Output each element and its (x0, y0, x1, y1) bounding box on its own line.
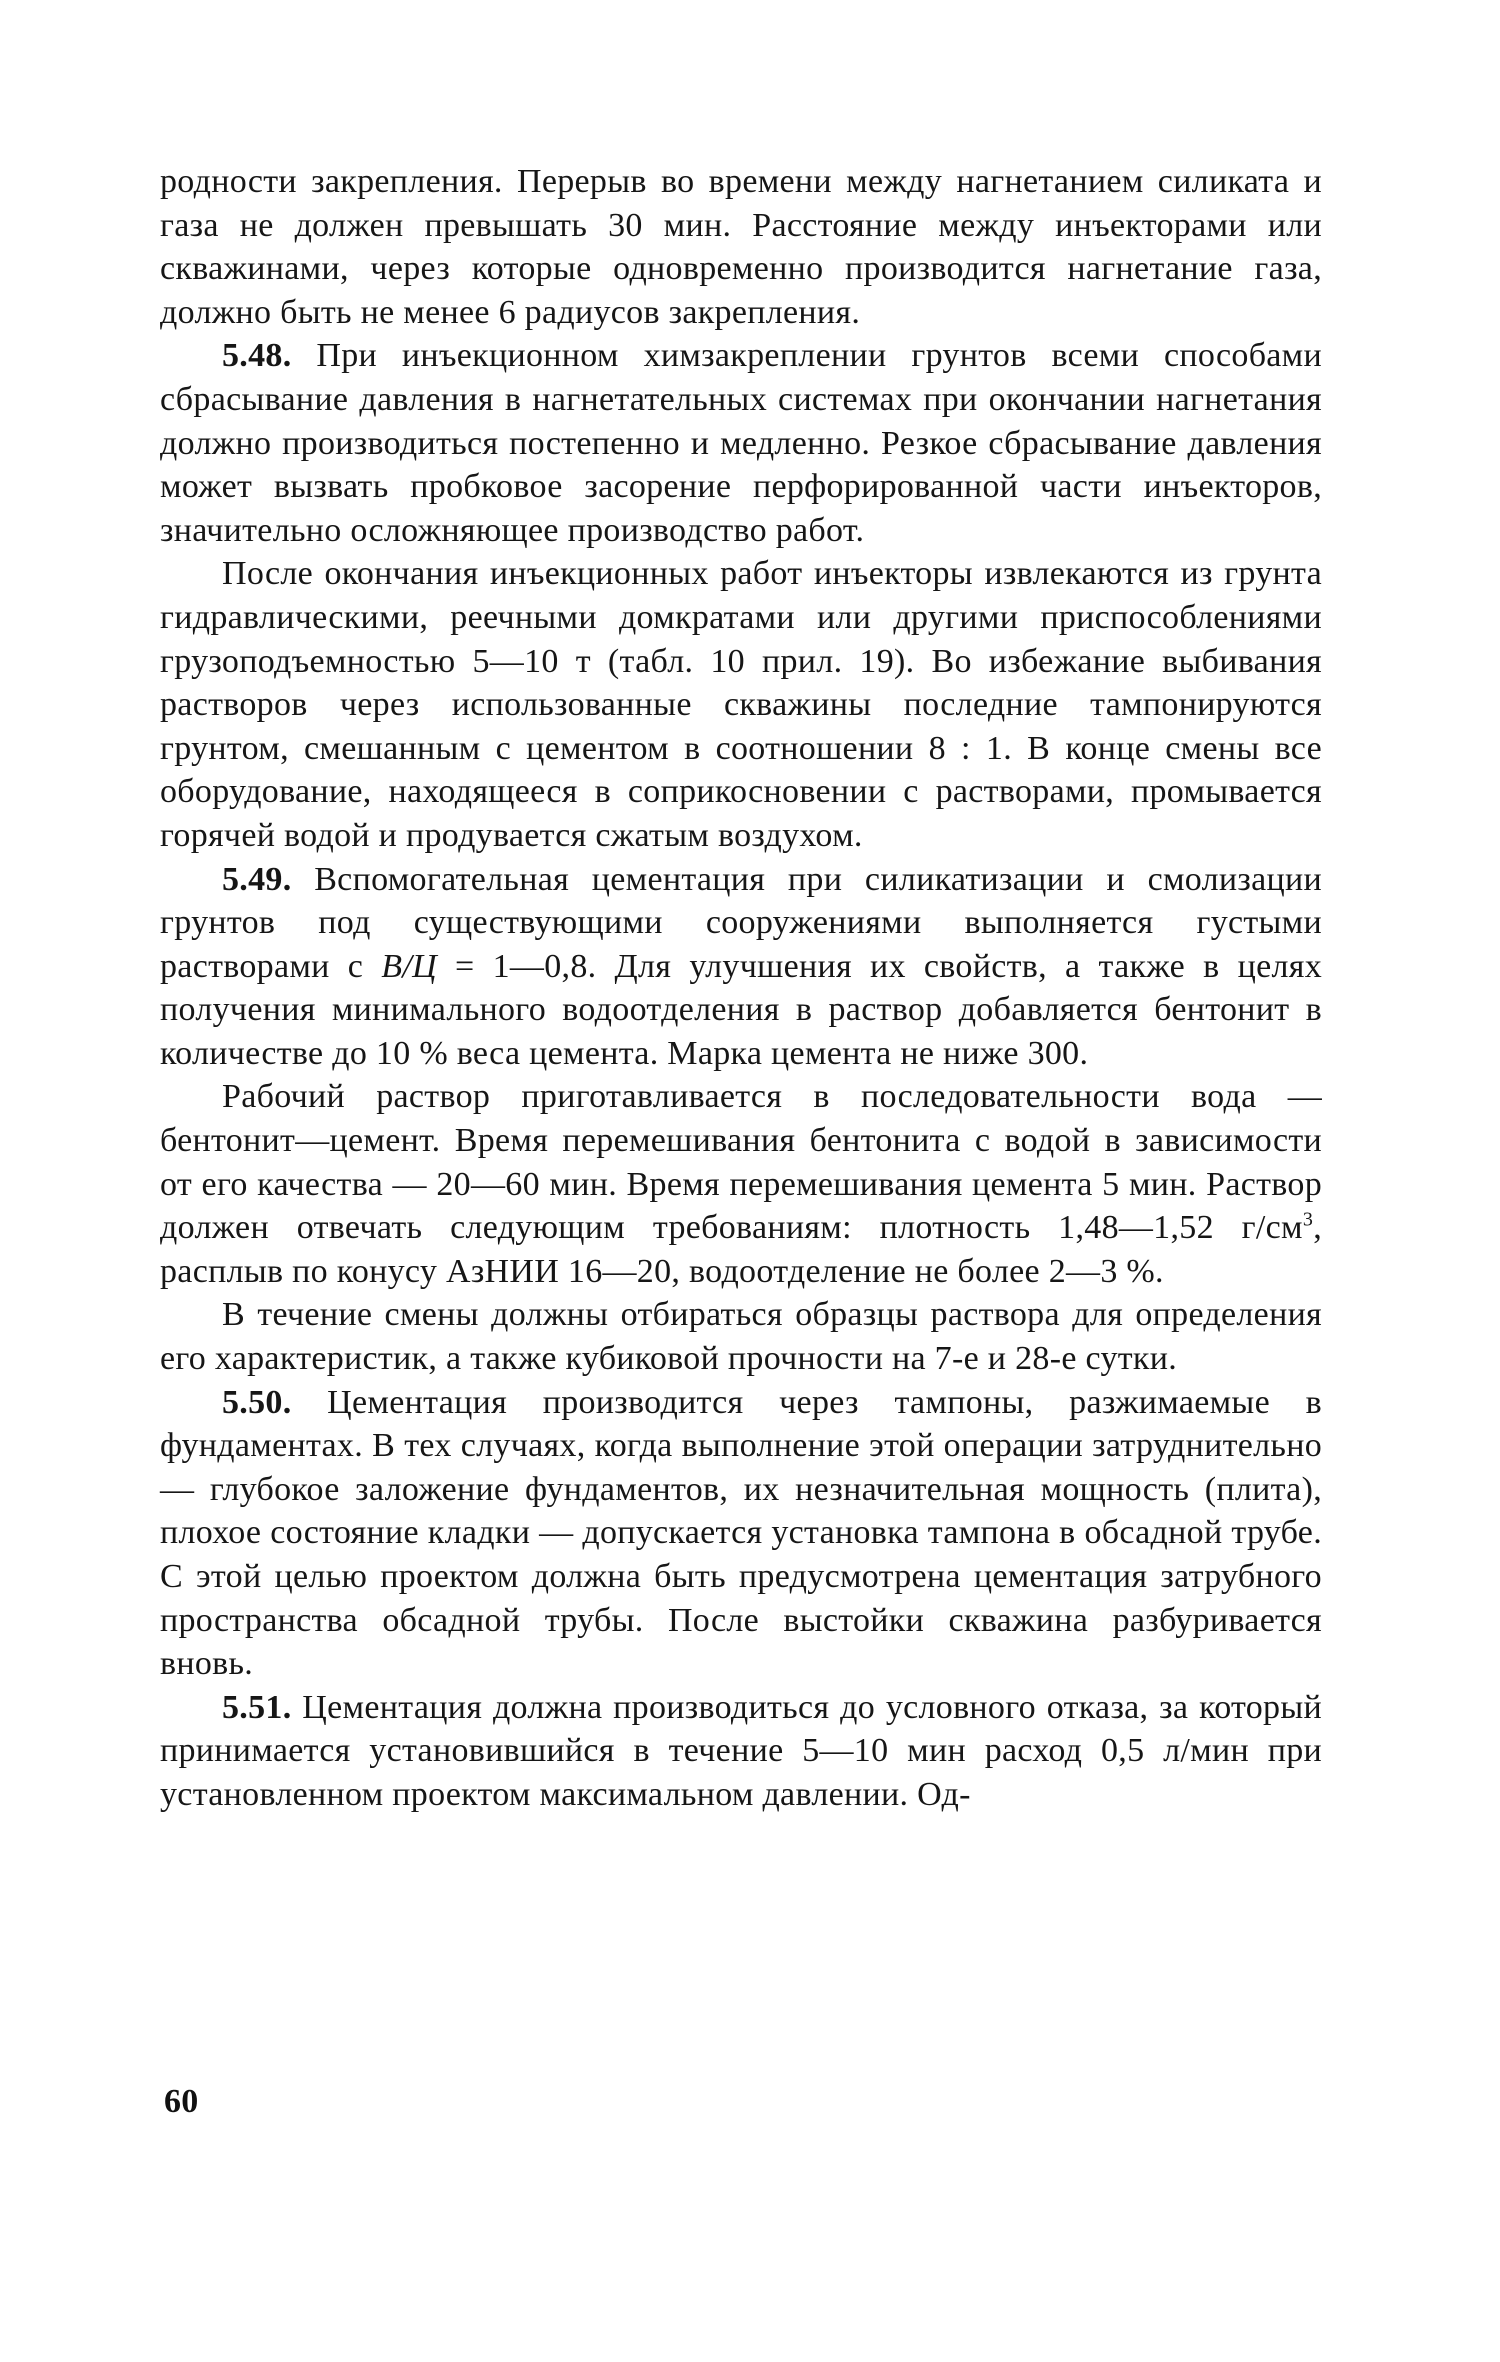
paragraph-text: Рабочий раствор приготавливается в последовательности вода — бентонит—цемент. Время перемешивания бентонита с водой в зависимости от его качества — 20—60 мин. Время перемешивания цемента 5 мин. Раствор должен отвечать следующим требованиям: плотность 1,48—1,52 г/см (160, 1078, 1322, 1247)
paragraph-5-49-samples (160, 1293, 1322, 1380)
paragraph-5-51 (160, 1686, 1322, 1817)
document-page (160, 160, 1322, 2200)
paragraph-text: , расплыв по конусу АзНИИ 16—20, водоотделение не более 2—3 %. (160, 1209, 1322, 1290)
body-text (160, 160, 1322, 1817)
page-number: 60 (164, 2083, 199, 2120)
formula-water-cement-ratio: В/Ц (381, 947, 437, 985)
paragraph-5-49 (160, 858, 1322, 1076)
paragraph-5-48 (160, 334, 1322, 552)
paragraph-text: Цементация производится через тампоны, разжимаемые в фундаментах. В тех случаях, когда выполнение этой операции затруднительно — глубокое заложение фундаментов, их незначительная мощность (плита), плохое состояние кладки — допускается установка тампона в обсадной трубе. С этой целью проектом должна быть предусмотрена цементация затрубного пространства обсадной трубы. После выстойки скважина разбуривается вновь. (160, 1383, 1322, 1683)
section-number: 5.51. (222, 1688, 292, 1726)
paragraph-text: Цементация должна производиться до условного отказа, за который принимается установившийся в течение 5—10 мин расход 0,5 л/мин при установленном проектом максимальном давлении. Од- (160, 1688, 1322, 1813)
paragraph-5-50 (160, 1381, 1322, 1686)
paragraph-text: = 1—0,8. Для улучшения их свойств, а также в целях получения минимального водоотделения в раствор добавляется бентонит в количестве до 10 % веса цемента. Марка цемента не ниже 300. (160, 947, 1322, 1072)
section-number: 5.48. (222, 337, 292, 375)
superscript-cube: 3 (1302, 1208, 1314, 1231)
paragraph-5-49-mortar (160, 1075, 1322, 1293)
section-number: 5.50. (222, 1383, 292, 1421)
paragraph-text: родности закрепления. Перерыв во времени между нагнетанием силиката и газа не должен превышать 30 мин. Расстояние между инъекторами или скважинами, через которые одновременно производится нагнетание газа, должно быть не менее 6 радиусов закрепления. (160, 163, 1322, 331)
paragraph-text: После окончания инъекционных работ инъекторы извлекаются из грунта гидравлическими, реечными домкратами или другими приспособлениями грузоподъемностью 5—10 т (табл. 10 прил. 19). Во избежание выбивания растворов через использованные скважины последние тампонируются грунтом, смешанным с цементом в соотношении 8 : 1. В конце смены все оборудование, находящееся в соприкосновении с растворами, промывается горячей водой и продувается сжатым воздухом. (160, 555, 1322, 854)
paragraph-5-48-extraction (160, 552, 1322, 857)
paragraph-text: При инъекционном химзакреплении грунтов всеми способами сбрасывание давления в нагнетательных системах при окончании нагнетания должно производиться постепенно и медленно. Резкое сбрасывание давления может вызвать пробковое засорение перфорированной части инъекторов, значительно осложняющее производство работ. (160, 337, 1322, 549)
paragraph-text: В течение смены должны отбираться образцы раствора для определения его характеристик, а также кубиковой прочности на 7-е и 28-е сутки. (160, 1296, 1322, 1378)
paragraph-text: Вспомогательная цементация при силикатизации и смолизации грунтов под существующими сооружениями выполняется густыми растворами с (160, 860, 1322, 985)
section-number: 5.49. (222, 860, 292, 898)
paragraph-continuation (160, 160, 1322, 334)
